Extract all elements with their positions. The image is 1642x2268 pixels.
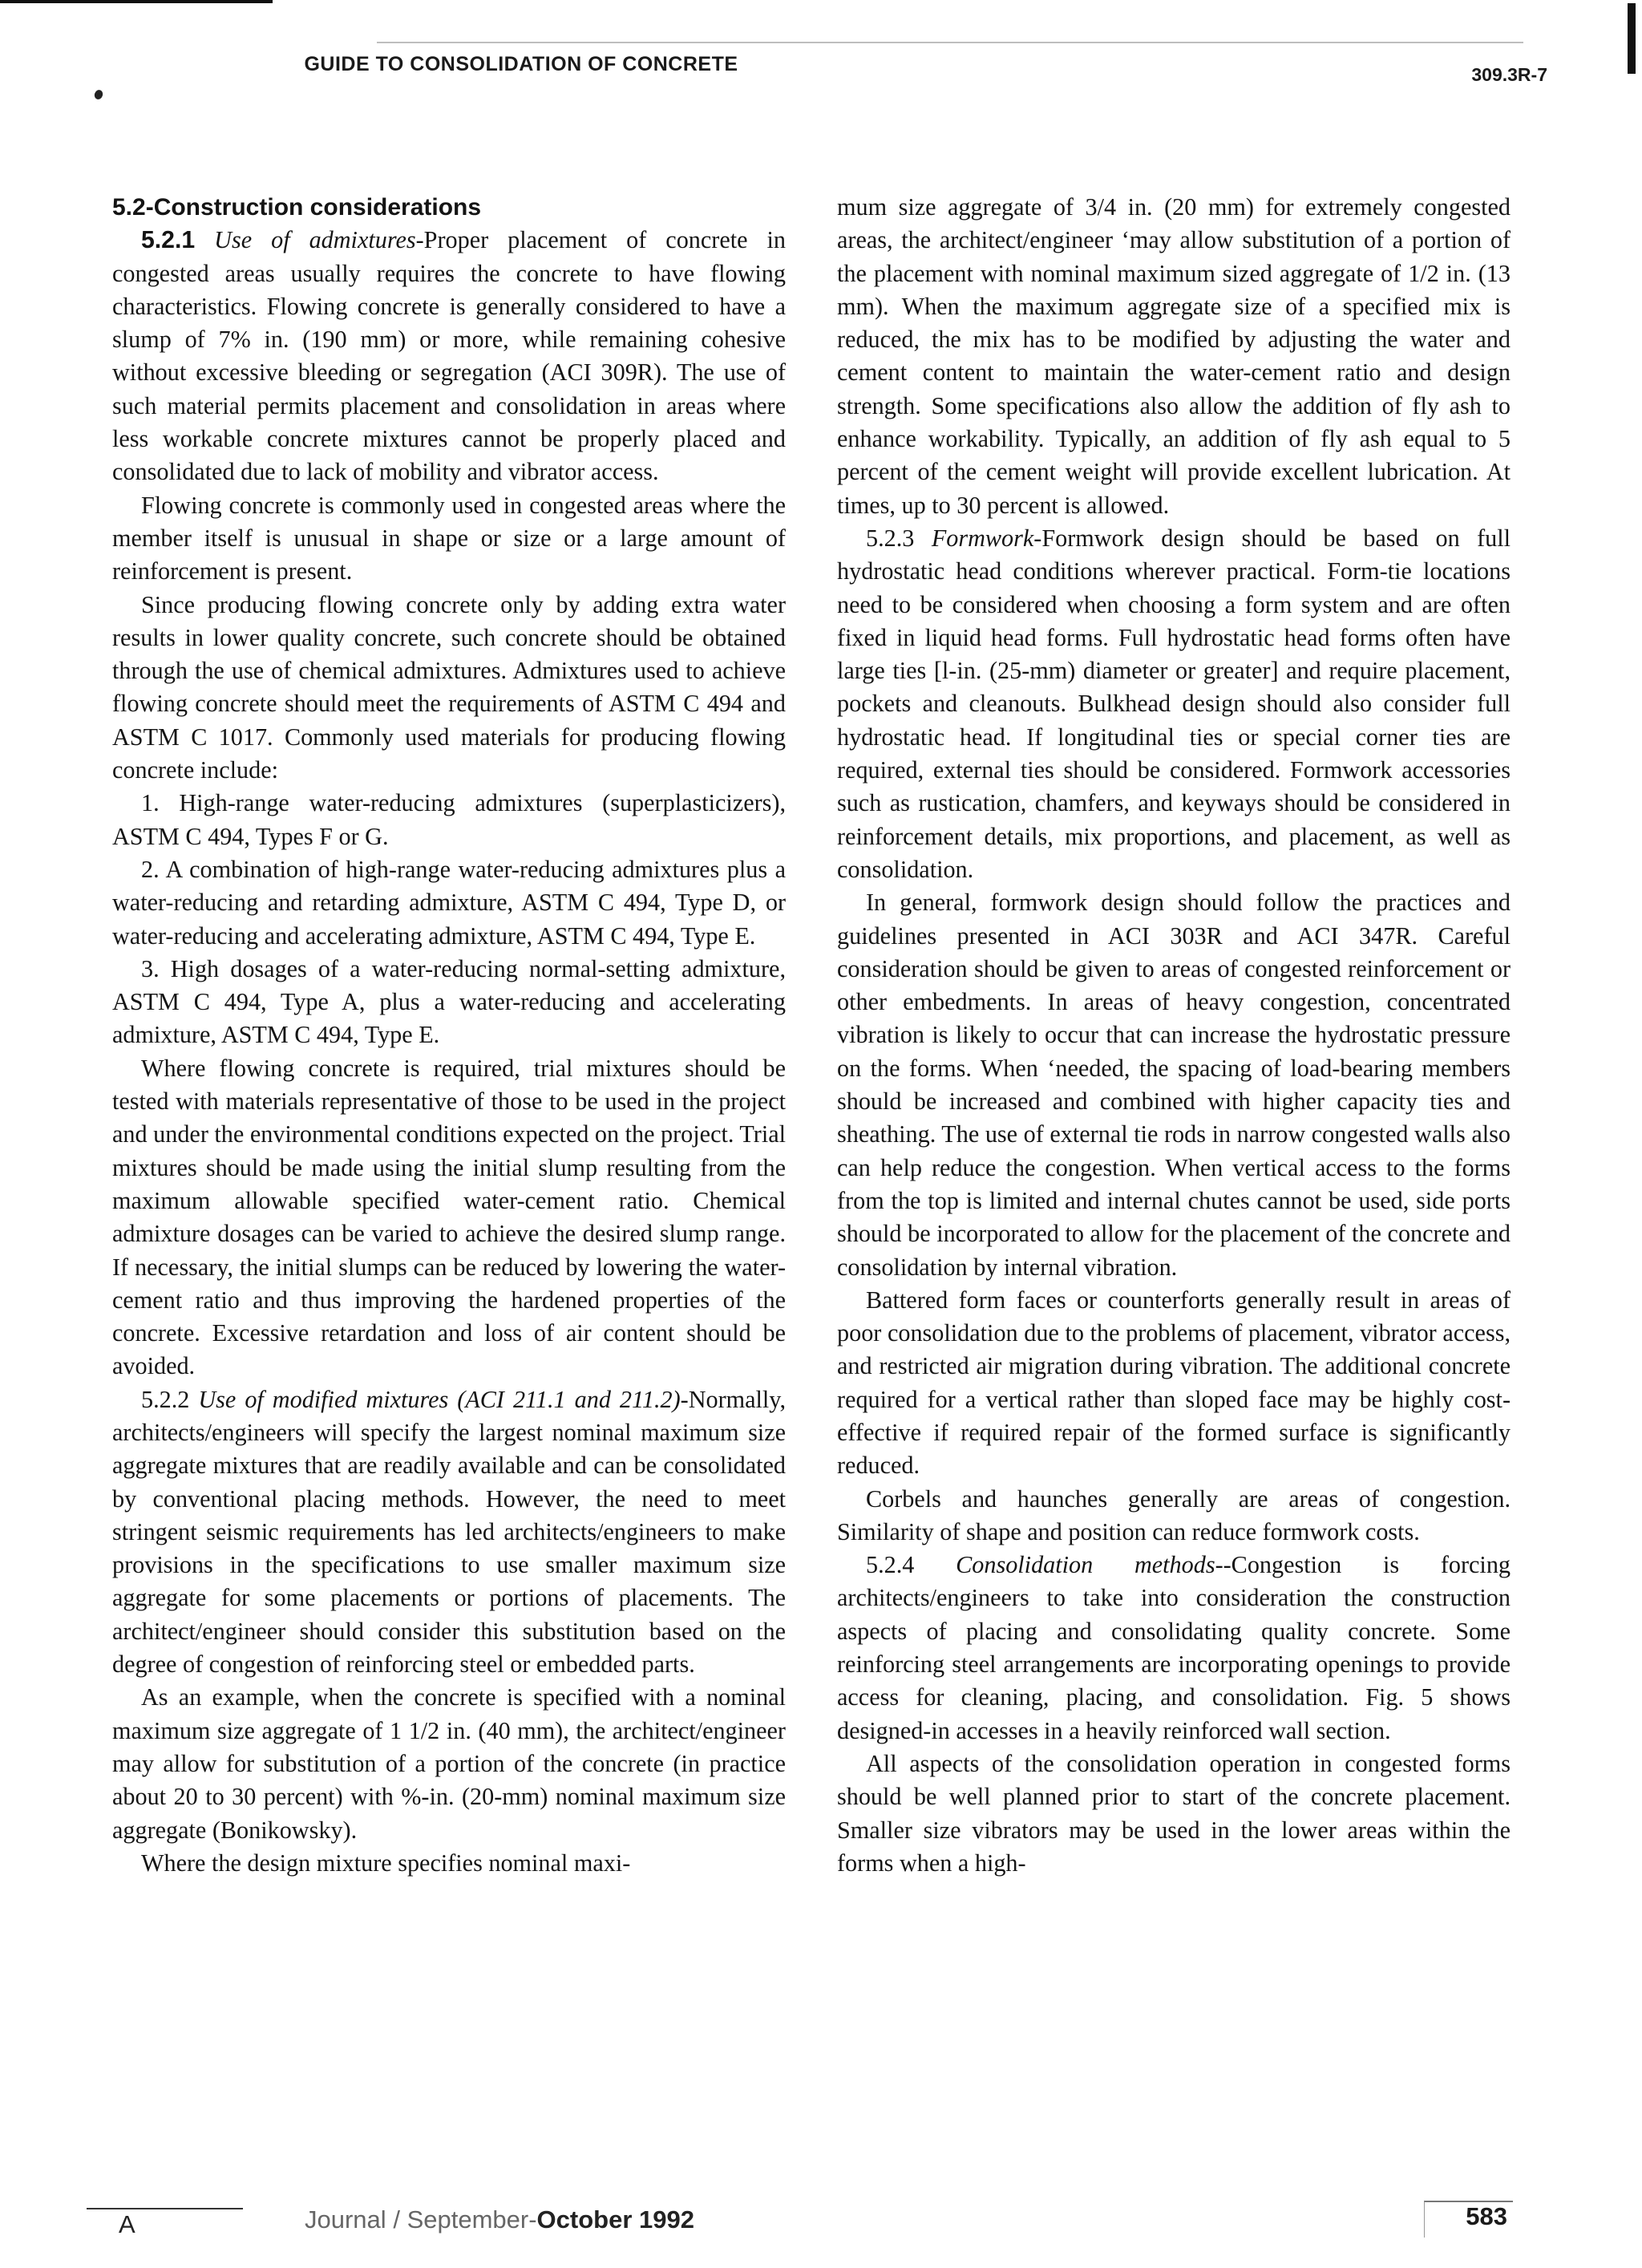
footer-rule xyxy=(87,2208,243,2209)
scan-dot-mark xyxy=(93,89,104,101)
footer-separator: / xyxy=(393,2205,400,2234)
paragraph-text: -Normally, architects/engineers will specify the largest nominal maximum size aggregate mixtures that are readily available and can be consolidated by conventional placing methods. However, the need to meet stringent seismic requirements has led architects/engineers to make provisions in the specifications to use smaller maximum size aggregate for some placements or portions of placements. The architect/engineer should consider this substitution based on the degree of congestion of reinforcing steel or embedded parts. xyxy=(112,1385,786,1679)
page-number: 583 xyxy=(1466,2202,1507,2230)
right-column xyxy=(837,191,1511,2188)
paragraph-5-2-3 xyxy=(837,522,1511,886)
subsection-title: Use of modified mixtures (ACI 211.1 and 211.2) xyxy=(198,1385,681,1413)
subsection-title: Consolidation methods xyxy=(956,1551,1215,1579)
paragraph: Where flowing concrete is required, trial mixtures should be tested with materials representative of those to be used in the project and under the environmental conditions expected on the project. Trial mixtures should be made using the initial slump resulting from the maximum allowable specified water-cement ratio. Chemical admixture dosages can be varied to achieve the desired slump range. If necessary, the initial slumps can be reduced by lowering the water-cement ratio and thus improving the hardened properties of the concrete. Excessive retardation and loss of air content should be avoided. xyxy=(112,1054,786,1380)
paragraph-text: --Congestion is forcing architects/engineers to take into consideration the construction aspects of placing and consolidating quality concrete. Some reinforcing steel arrangements are incorporating openings to provide access for cleaning, placing, and consolidation. Fig. 5 shows designed-in accesses in a heavily reinforced wall section. xyxy=(837,1551,1511,1744)
paragraph: As an example, when the concrete is specified with a nominal maximum size aggregate of 1 1/2 in. (40 mm), the architect/engineer may allow for substitution of a portion of the concrete (in practice about 20 to 30 percent) with %-in. (20-mm) nominal maximum size aggregate (Bonikowsky). xyxy=(112,1683,786,1844)
running-head: GUIDE TO CONSOLIDATION OF CONCRETE xyxy=(304,53,738,75)
journal-name: Journal xyxy=(305,2205,386,2234)
header-rule xyxy=(377,42,1523,43)
list-item: 1. High-range water-reducing admixtures (superplasticizers), ASTM C 494, Types F or G. xyxy=(112,789,786,850)
left-column xyxy=(112,191,786,2188)
list-item: 3. High dosages of a water-reducing normal-setting admixture, ASTM C 494, Type A, plus a water-reducing and accelerating admixture, ASTM C 494, Type E. xyxy=(112,954,786,1049)
footer-journal-line xyxy=(305,2205,694,2234)
subsection-number: 5.2.2 xyxy=(141,1385,190,1413)
paragraph-5-2-1 xyxy=(112,224,786,488)
scan-edge-mark xyxy=(1628,3,1636,74)
section-heading: 5.2-Construction considerations xyxy=(112,194,482,221)
issue-month-light: September- xyxy=(406,2205,537,2234)
subsection-number: 5.2.3 xyxy=(866,524,915,552)
issue-month-bold: October 1992 xyxy=(536,2205,694,2234)
paragraph: Corbels and haunches generally are areas of congestion. Similarity of shape and position can reduce formwork costs. xyxy=(837,1484,1511,1545)
footer-left-mark: A xyxy=(119,2210,135,2238)
paragraph: In general, formwork design should follow the practices and guidelines presented in ACI 303R and ACI 347R. Careful consideration should be given to areas of congested reinforcement or other embedments. In areas of heavy congestion, concentrated vibration is likely to occur that can increase the hydrostatic pressure on the forms. When ‘needed, the spacing of load-bearing members should be increased and combined with higher capacity ties and sheathing. The use of external tie rods in narrow congested walls also can help reduce the congestion. When vertical access to the forms from the top is limited and internal chutes cannot be used, side ports should be incorporated to allow for the placement of the concrete and consolidation by internal vibration. xyxy=(837,889,1511,1281)
subsection-title: Use of admixtures xyxy=(214,226,416,254)
paragraph-text: -Formwork design should be based on full hydrostatic head conditions wherever practical. Form-tie locations need to be considered when choosing a form system and are often fixed in liquid head forms. Full hydrostatic head forms often have large ties [l-in. (25-mm) diameter or greater] and require placement, pockets and cleanouts. Bulkhead design should also consider full hydrostatic head. If longitudinal ties or special corner ties are required, external ties should be considered. Formwork accessories such as rustication, chamfers, and keyways should be considered in reinforcement details, mix proportions, and placement, as well as consolidation. xyxy=(837,524,1511,883)
paragraph: Flowing concrete is commonly used in congested areas where the member itself is unusual in shape or size or a large amount of reinforcement is present. xyxy=(112,491,786,585)
subsection-number: 5.2.4 xyxy=(866,1551,915,1579)
subsection-number: 5.2.1 xyxy=(141,227,196,254)
paragraph-5-2-4 xyxy=(837,1549,1511,1748)
subsection-title: Formwork xyxy=(931,524,1034,552)
paragraph: Battered form faces or counterforts generally result in areas of poor consolidation due to the problems of placement, vibrator access, and restricted air migration during vibration. The additional concrete required for a vertical rather than sloped face may be highly cost-effective if required repair of the formed surface is significantly reduced. xyxy=(837,1286,1511,1480)
document-code: 309.3R-7 xyxy=(1471,64,1547,85)
paragraph: Where the design mixture specifies nominal maxi- xyxy=(141,1849,631,1877)
list-item: 2. A combination of high-range water-reducing admixtures plus a water-reducing and retarding admixture, ASTM C 494, Type D, or water-reducing and accelerating admixture, ASTM C 494, Type E. xyxy=(112,855,786,950)
scan-corner-rule xyxy=(0,0,273,3)
paragraph-continued: mum size aggregate of 3/4 in. (20 mm) for extremely congested areas, the architect/engineer ‘may allow substitution of a portion of the placement with nominal maximum sized aggregate of 1/2 in. (13 mm). When the maximum aggregate size of a specified mix is reduced, the mix has to be modified by adjusting the water and cement content to maintain the water-cement ratio and design strength. Some specifications also allow the addition of fly ash to enhance workability. Typically, an addition of fly ash equal to 5 percent of the cement weight will provide excellent lubrication. At times, up to 30 percent is allowed. xyxy=(837,193,1511,519)
paragraph-text: -Proper placement of concrete in congested areas usually requires the concrete to have flowing characteristics. Flowing concrete is generally considered to have a slump of 7% in. (190 mm) or more, while remaining cohesive without excessive bleeding or segregation (ACI 309R). The use of such material permits placement and consolidation in areas where less workable concrete mixtures cannot be properly placed and consolidated due to lack of mobility and vibrator access. xyxy=(112,226,786,486)
paragraph: Since producing flowing concrete only by adding extra water results in lower quality concrete, such concrete should be obtained through the use of chemical admixtures. Admixtures used to achieve flowing concrete should meet the requirements of ASTM C 494 and ASTM C 1017. Commonly used materials for producing flowing concrete include: xyxy=(112,590,786,784)
paragraph: All aspects of the consolidation operation in congested forms should be well planned prior to start of the concrete placement. Smaller size vibrators may be used in the lower areas within the forms when a high- xyxy=(837,1749,1511,1877)
paragraph-5-2-2 xyxy=(112,1383,786,1682)
